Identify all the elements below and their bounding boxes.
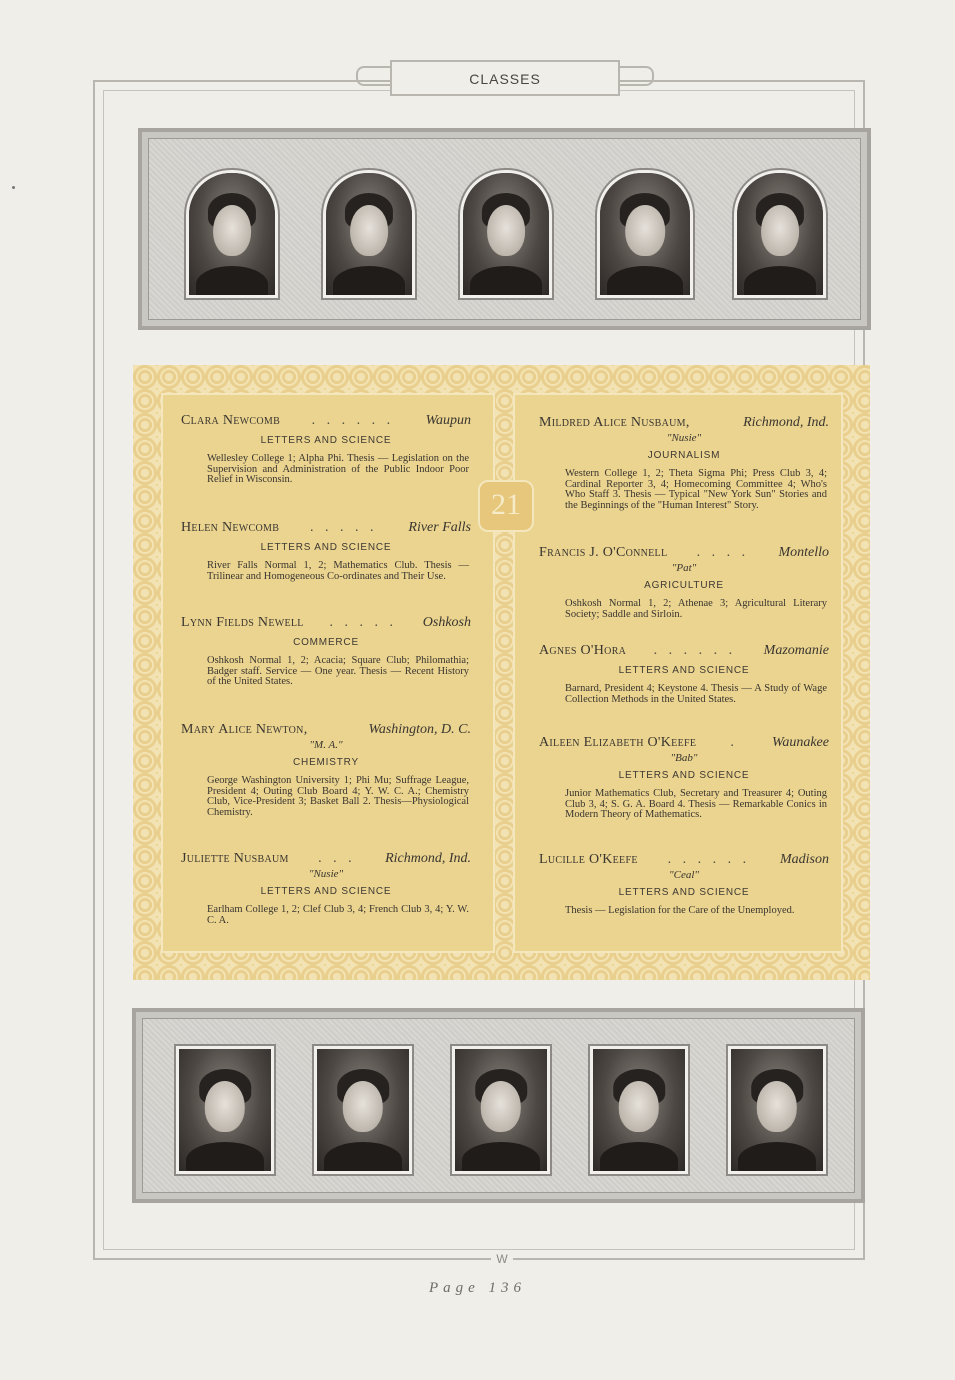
monogram-mark: W	[491, 1252, 513, 1266]
student-nickname: "Nusie"	[308, 868, 344, 880]
student-name: Mary Alice Newton,	[181, 722, 308, 737]
student-hometown: River Falls	[408, 520, 471, 535]
student-nickname: "Pat"	[671, 562, 697, 574]
student-nickname: "Ceal"	[668, 869, 699, 881]
student-name: Francis J. O'Connell	[539, 545, 668, 560]
student-entry	[181, 851, 471, 926]
student-department: COMMERCE	[293, 637, 359, 648]
portrait-photo	[452, 1046, 550, 1174]
student-record: Oshkosh Normal 1, 2; Acacia; Square Club; Philomathia; Badger staff. Service — One year. Thesis — Recent History of the United States.	[207, 655, 469, 687]
portrait-photo	[590, 1046, 688, 1174]
portrait-photo	[460, 170, 552, 298]
student-name: Helen Newcomb	[181, 520, 280, 535]
class-year-medallion: 21	[478, 480, 534, 532]
student-department: LETTERS AND SCIENCE	[260, 886, 392, 897]
student-nickname: "M. A."	[309, 739, 343, 751]
student-nickname: "Bab"	[670, 752, 698, 764]
student-department: LETTERS AND SCIENCE	[260, 435, 392, 446]
student-record: River Falls Normal 1, 2; Mathematics Club. Thesis — Trilinear and Homogeneous Co-ordinates and Their Use.	[207, 560, 469, 582]
leader-dots: . . . .	[696, 545, 750, 560]
student-department: JOURNALISM	[647, 450, 721, 461]
student-record: George Washington University 1; Phi Mu; Suffrage League, President 4; Outing Club Board 4; Y. W. C. A.; Chemistry Club, Vice-President 3; Basket Ball 2. Thesis—Physiological Chemistry.	[207, 775, 469, 818]
student-name: Agnes O'Hora	[539, 643, 627, 658]
student-name: Mildred Alice Nusbaum,	[539, 415, 690, 430]
portrait-photo	[176, 1046, 274, 1174]
student-entry	[539, 545, 829, 620]
leader-dots: . . . . .	[310, 520, 378, 535]
student-entry	[181, 413, 471, 486]
student-department: CHEMISTRY	[293, 757, 359, 768]
student-name: Lucille O'Keefe	[539, 852, 638, 867]
header-plate	[390, 60, 620, 96]
student-entry	[181, 615, 471, 688]
student-entry	[539, 735, 829, 821]
student-entry	[181, 520, 471, 582]
student-entry	[181, 722, 471, 818]
leader-dots: . . . . . .	[311, 413, 395, 428]
student-hometown: Washington, D. C.	[368, 722, 471, 737]
student-record: Thesis — Legislation for the Care of the Unemployed.	[565, 905, 795, 916]
student-hometown: Oshkosh	[422, 615, 471, 630]
page-title: CLASSES	[469, 71, 541, 87]
student-hometown: Montello	[778, 545, 829, 560]
student-department: LETTERS AND SCIENCE	[618, 665, 750, 676]
leader-dots: .	[730, 735, 738, 750]
student-department: AGRICULTURE	[644, 580, 724, 591]
student-name: Lynn Fields Newell	[181, 615, 304, 630]
student-hometown: Waunakee	[771, 735, 829, 750]
margin-dot	[12, 186, 15, 189]
student-name: Clara Newcomb	[181, 413, 281, 428]
top-portrait-strip	[138, 128, 871, 330]
student-entry	[539, 415, 829, 511]
student-name: Aileen Elizabeth O'Keefe	[539, 735, 697, 750]
leader-dots: . . .	[318, 851, 356, 866]
student-hometown: Richmond, Ind.	[385, 851, 471, 866]
leader-dots: . . . . . .	[667, 852, 751, 867]
student-record: Junior Mathematics Club, Secretary and Treasurer 4; Outing Club 3, 4; S. G. A. Board 4. Thesis — Remarkable Conics in Modern Theory of Mathematics.	[565, 788, 827, 820]
portrait-photo	[597, 170, 693, 298]
bottom-portrait-strip	[132, 1008, 865, 1203]
student-nickname: "Nusie"	[666, 432, 702, 444]
header-ornament-right	[620, 66, 654, 86]
student-record: Wellesley College 1; Alpha Phi. Thesis — Legislation on the Supervision and Administration of the Public Indoor Poor Relief in Wisconsin.	[207, 453, 469, 485]
student-record: Oshkosh Normal 1, 2; Athenae 3; Agricultural Literary Society; Saddle and Sirloin.	[565, 598, 827, 620]
portrait-photo	[186, 170, 278, 298]
student-hometown: Mazomanie	[763, 643, 829, 658]
page-number: Page 136	[428, 1280, 527, 1296]
student-entry	[539, 643, 829, 705]
portrait-photo	[314, 1046, 412, 1174]
header-ornament-left	[356, 66, 390, 86]
leader-dots: . . . . .	[329, 615, 397, 630]
student-record: Earlham College 1, 2; Clef Club 3, 4; French Club 3, 4; Y. W. C. A.	[207, 904, 469, 926]
biography-panel	[133, 365, 870, 980]
student-record: Western College 1, 2; Theta Sigma Phi; Press Club 3, 4; Cardinal Reporter 3, 4; Homecoming Committee 4; Who's Who Staff 3. Thesis — Typical "New York Sun" Stories and the Beginnings of the "Human Interest" Story.	[565, 468, 827, 511]
student-hometown: Richmond, Ind.	[743, 415, 829, 430]
student-entry	[539, 852, 829, 917]
student-hometown: Waupun	[425, 413, 471, 428]
student-department: LETTERS AND SCIENCE	[260, 542, 392, 553]
leader-dots: . . . . . .	[653, 643, 737, 658]
portrait-photo	[734, 170, 826, 298]
student-department: LETTERS AND SCIENCE	[618, 770, 750, 781]
student-hometown: Madison	[780, 852, 829, 867]
portrait-photo	[728, 1046, 826, 1174]
student-department: LETTERS AND SCIENCE	[618, 887, 750, 898]
student-record: Barnard, President 4; Keystone 4. Thesis — A Study of Wage Collection Methods in the United States.	[565, 683, 827, 705]
student-name: Juliette Nusbaum	[181, 851, 289, 866]
portrait-photo	[323, 170, 415, 298]
